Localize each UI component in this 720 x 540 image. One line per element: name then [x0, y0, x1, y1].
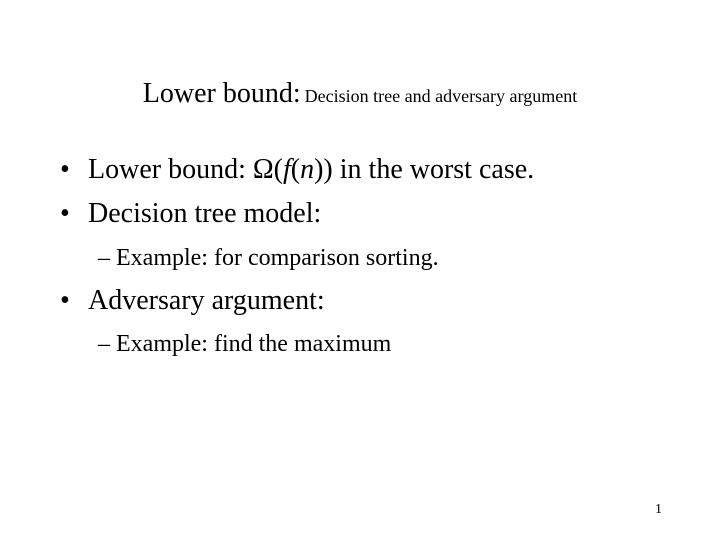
sub-bullet-find-maximum [98, 332, 391, 356]
bullet-text-mid: ( [290, 154, 301, 185]
bullet-marker: • [60, 198, 70, 229]
bullet-text-n: n [300, 154, 315, 185]
sub-bullet-comparison-sorting [98, 246, 439, 270]
sub-bullet-text: Example: for comparison sorting. [116, 245, 439, 271]
sub-bullet-marker: – [98, 331, 110, 357]
sub-bullet-text: Example: find the maximum [116, 331, 392, 357]
bullet-marker: • [60, 285, 70, 316]
bullet-adversary-argument [60, 287, 325, 315]
bullet-decision-tree [60, 200, 321, 228]
bullet-text: Adversary argument: [88, 285, 325, 316]
title-subtitle: Decision tree and adversary argument [304, 86, 578, 106]
slide-title [0, 78, 720, 110]
bullet-text: Decision tree model: [88, 198, 322, 229]
bullet-text-f: f [283, 154, 291, 185]
sub-bullet-marker: – [98, 245, 110, 271]
page-number: 1 [655, 502, 662, 517]
bullet-text-post: )) in the worst case. [314, 154, 535, 185]
bullet-text-pre: Lower bound: Ω( [88, 154, 283, 185]
bullet-lower-bound [60, 156, 534, 184]
title-main: Lower bound: [142, 78, 301, 109]
bullet-marker: • [60, 154, 70, 185]
